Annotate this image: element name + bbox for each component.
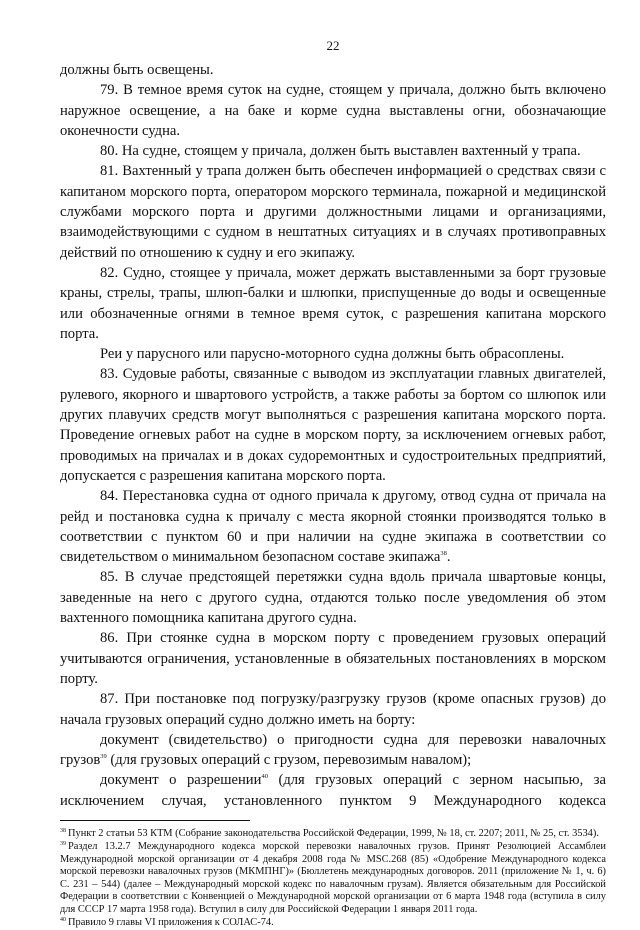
paragraph-text: 85. В случае предстоящей перетяжки судна вдоль причала швартовые концы, заведенные на него с другого судна, отдаются только после уведомления об этом вахтенного помощника капитана другого судна.: [60, 569, 606, 627]
paragraph-text: 84. Перестановка судна от одного причала к другому, отвод судна от причала на рейд и постановка судна к причалу с места якорной стоянки производятся только в соответствии с пунктом 60 и при наличии на судне экипажа в соответствии со свидетельством о минимальном безопасном составе экипажа: [60, 488, 606, 566]
paragraph: [60, 486, 606, 567]
page-number: 22: [326, 38, 340, 53]
paragraph: [60, 344, 606, 364]
paragraph-text: 83. Судовые работы, связанные с выводом из эксплуатации главных двигателей, рулевого, якорного и швартового устройств, а также работы за бортом со шлюпок или других плавучих средств могут выполняться с разрешения капитана морского порта. Проведение огневых работ на судне в морском порту, за исключением огневых работ, проводимых на причалах и в доках судоремонтных и судостроительных предприятий, допускается с разрешения капитана морского порта.: [60, 366, 606, 484]
paragraph-text-after: (для грузовых операций с грузом, перевозимым навалом);: [106, 752, 472, 769]
paragraph-text: 87. При постановке под погрузку/разгрузку грузов (кроме опасных грузов) до начала грузовых операций судно должно иметь на борту:: [60, 691, 606, 728]
footnote-number: 40: [60, 917, 66, 924]
body-text: [60, 60, 606, 811]
footnote-divider: [60, 820, 250, 821]
paragraph-text: 81. Вахтенный у трапа должен быть обеспечен информацией о средствах связи с капитаном морского порта, оператором морского терминала, пожарной и медицинской службами морского порта и другими должностными лицами и организациями, взаимодействующими с судном в нештатных ситуациях и в случаях противоправных действий по отношению к судну и его экипажу.: [60, 163, 606, 261]
footnote-marker: 38: [440, 550, 447, 558]
footnote-marker: 40: [261, 773, 268, 781]
paragraph: [60, 689, 606, 730]
paragraph-text: 79. В темное время суток на судне, стоящем у причала, должно быть включено наружное освещение, а на баке и корме судна выставлены огни, обозначающие оконечности судна.: [60, 82, 606, 139]
paragraph: [60, 628, 606, 689]
paragraph-text-after: .: [446, 549, 451, 566]
footnote-text: Раздел 13.2.7 Международного кодекса морской перевозки навалочных грузов. Принят Резолюцией Ассамблеи Международной морской организации от 4 декабря 2008 года № MSC.268 (85) «Одобрение Международного кодекса морской перевозки навалочных грузов (МКМПНГ)» (Бюллетень международных договоров. 2011 (приложение № 1, ч. 6) С. 231 – 544) (далее – Международный морской кодекс по навалочным грузам). Является обязательным для Российской Федерации в соответствии с Конвенцией о Международной морской организации от 6 марта 1948 года (вступила в силу для СССР 17 марта 1958 года). Вступил в силу для Российской Федерации 1 января 2011 года.: [60, 841, 606, 915]
paragraph-text-after: (для грузовых операций с зерном насыпью, за исключением случая, установленного пунктом 9 Международного кодекса: [60, 772, 606, 809]
paragraph: [60, 141, 606, 161]
footnote: [60, 841, 606, 916]
paragraph-text: документ о разрешении: [100, 772, 262, 789]
footnote-number: 39: [60, 841, 66, 848]
paragraph-text: должны быть освещены.: [60, 62, 214, 78]
paragraph-text: Реи у парусного или парусно-моторного судна должны быть обрасоплены.: [100, 346, 565, 363]
footnote: [60, 917, 606, 930]
paragraph: [60, 364, 606, 486]
paragraph-text: 86. При стоянке судна в морском порту с проведением грузовых операций учитываются ограничения, установленные в обязательных постановлениях в морском порту.: [60, 630, 606, 687]
paragraph: [60, 730, 606, 771]
footnote-marker: 39: [100, 753, 107, 761]
paragraph: [60, 80, 606, 141]
paragraph-text: документ (свидетельство) о пригодности судна для перевозки навалочных грузов: [60, 731, 606, 769]
footnote-number: 38: [60, 827, 66, 834]
paragraph: [60, 161, 606, 262]
footnote-text: Пункт 2 статьи 53 КТМ (Собрание законодательства Российской Федерации, 1999, № 18, ст. 2207; 2011, № 25, ст. 3534).: [68, 827, 599, 839]
paragraph: [60, 60, 606, 80]
footnote: [60, 828, 606, 841]
paragraph-text: 80. На судне, стоящем у причала, должен быть выставлен вахтенный у трапа.: [100, 143, 581, 160]
footnotes: [60, 828, 606, 930]
paragraph: [60, 770, 606, 811]
paragraph: [60, 263, 606, 344]
footnote-text: Правило 9 главы VI приложения к СОЛАС-74.: [68, 917, 274, 929]
paragraph: [60, 567, 606, 628]
paragraph-text: 82. Судно, стоящее у причала, может держать выставленными за борт грузовые краны, стрелы, трапы, шлюп-балки и шлюпки, приспущенные до воды и освещенные или обозначенные огнями в темное время суток, с разрешения капитана морского порта.: [60, 264, 606, 342]
